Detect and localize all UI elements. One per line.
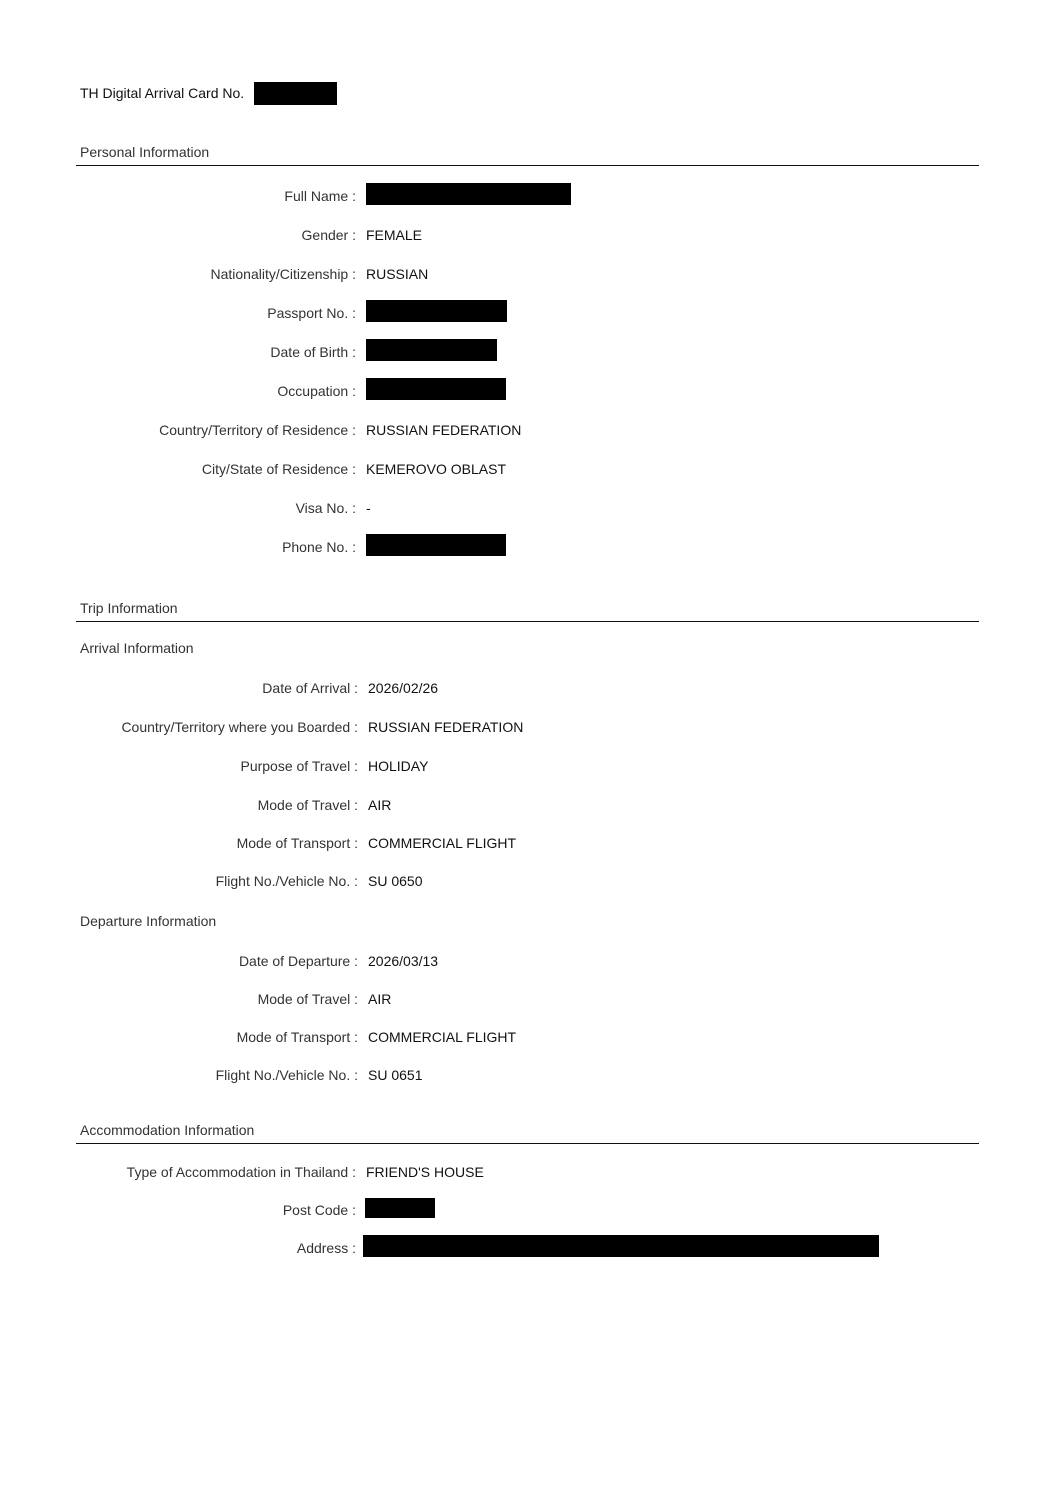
arrival-mode-travel-value: AIR	[368, 797, 392, 813]
accommodation-type-value: FRIEND'S HOUSE	[366, 1164, 484, 1180]
departure-date-row	[0, 950, 438, 972]
visa-value: -	[366, 500, 371, 516]
gender-label: Gender :	[301, 227, 356, 243]
redacted-full-name	[366, 183, 571, 205]
purpose-value: HOLIDAY	[368, 758, 429, 774]
passport-row	[0, 302, 507, 324]
boarded-country-label: Country/Territory where you Boarded :	[121, 719, 358, 735]
redacted-dob	[366, 339, 497, 361]
departure-mode-transport-label: Mode of Transport :	[236, 1029, 358, 1045]
departure-flight-row	[0, 1064, 422, 1086]
accommodation-info-divider	[76, 1143, 979, 1144]
phone-label: Phone No. :	[282, 539, 356, 555]
gender-value: FEMALE	[366, 227, 423, 243]
accommodation-type-row	[0, 1161, 484, 1183]
arrival-info-title: Arrival Information	[80, 640, 194, 656]
arrival-mode-travel-label: Mode of Travel :	[257, 797, 358, 813]
accommodation-info-title: Accommodation Information	[80, 1122, 255, 1138]
departure-flight-label: Flight No./Vehicle No. :	[215, 1067, 358, 1083]
nationality-value: RUSSIAN	[366, 266, 429, 282]
arrival-flight-value: SU 0650	[368, 873, 423, 889]
redacted-post-code	[365, 1198, 435, 1218]
trip-info-divider	[76, 621, 979, 622]
arrival-date-row	[0, 677, 438, 699]
gender-row	[0, 224, 422, 246]
full-name-label: Full Name :	[284, 188, 356, 204]
departure-mode-transport-value: COMMERCIAL FLIGHT	[368, 1029, 517, 1045]
departure-mode-travel-value: AIR	[368, 991, 392, 1007]
purpose-row	[0, 755, 428, 777]
redacted-occupation	[366, 378, 506, 400]
departure-info-title: Departure Information	[80, 913, 217, 929]
card-number-label: TH Digital Arrival Card No.	[80, 85, 245, 101]
redacted-card-number	[254, 82, 337, 105]
boarded-country-row	[0, 716, 523, 738]
country-residence-row	[0, 419, 521, 441]
phone-row	[0, 536, 506, 558]
arrival-flight-row	[0, 870, 422, 892]
full-name-row	[0, 185, 571, 207]
nationality-row	[0, 263, 428, 285]
country-residence-label: Country/Territory of Residence :	[159, 422, 356, 438]
departure-mode-transport-row	[0, 1026, 516, 1048]
address-row	[0, 1237, 879, 1259]
arrival-mode-transport-row	[0, 832, 516, 854]
arrival-mode-travel-row	[0, 794, 391, 816]
departure-date-label: Date of Departure :	[238, 953, 358, 969]
arrival-date-label: Date of Arrival :	[262, 680, 358, 696]
dob-row	[0, 341, 497, 363]
departure-date-value: 2026/03/13	[368, 953, 439, 969]
purpose-label: Purpose of Travel :	[240, 758, 358, 774]
arrival-date-value: 2026/02/26	[368, 680, 439, 696]
post-code-row	[0, 1199, 435, 1221]
redacted-phone	[366, 534, 506, 556]
occupation-row	[0, 380, 506, 402]
nationality-label: Nationality/Citizenship :	[210, 266, 356, 282]
city-residence-row	[0, 458, 506, 480]
personal-info-divider	[76, 165, 979, 166]
dob-label: Date of Birth :	[270, 344, 356, 360]
address-label: Address :	[296, 1240, 356, 1256]
occupation-label: Occupation :	[277, 383, 356, 399]
redacted-address	[363, 1235, 879, 1257]
boarded-country-value: RUSSIAN FEDERATION	[368, 719, 524, 735]
redacted-passport	[366, 300, 507, 322]
passport-label: Passport No. :	[267, 305, 356, 321]
trip-info-title: Trip Information	[80, 600, 178, 616]
city-residence-value: KEMEROVO OBLAST	[366, 461, 507, 477]
country-residence-value: RUSSIAN FEDERATION	[366, 422, 522, 438]
arrival-mode-transport-value: COMMERCIAL FLIGHT	[368, 835, 517, 851]
visa-label: Visa No. :	[295, 500, 356, 516]
departure-mode-travel-label: Mode of Travel :	[257, 991, 358, 1007]
card-number-header	[80, 80, 337, 106]
city-residence-label: City/State of Residence :	[201, 461, 356, 477]
personal-info-title: Personal Information	[80, 144, 210, 160]
visa-row	[0, 497, 371, 519]
accommodation-type-label: Type of Accommodation in Thailand :	[126, 1164, 356, 1180]
departure-flight-value: SU 0651	[368, 1067, 423, 1083]
arrival-mode-transport-label: Mode of Transport :	[236, 835, 358, 851]
arrival-flight-label: Flight No./Vehicle No. :	[215, 873, 358, 889]
post-code-label: Post Code :	[282, 1202, 356, 1218]
departure-mode-travel-row	[0, 988, 391, 1010]
